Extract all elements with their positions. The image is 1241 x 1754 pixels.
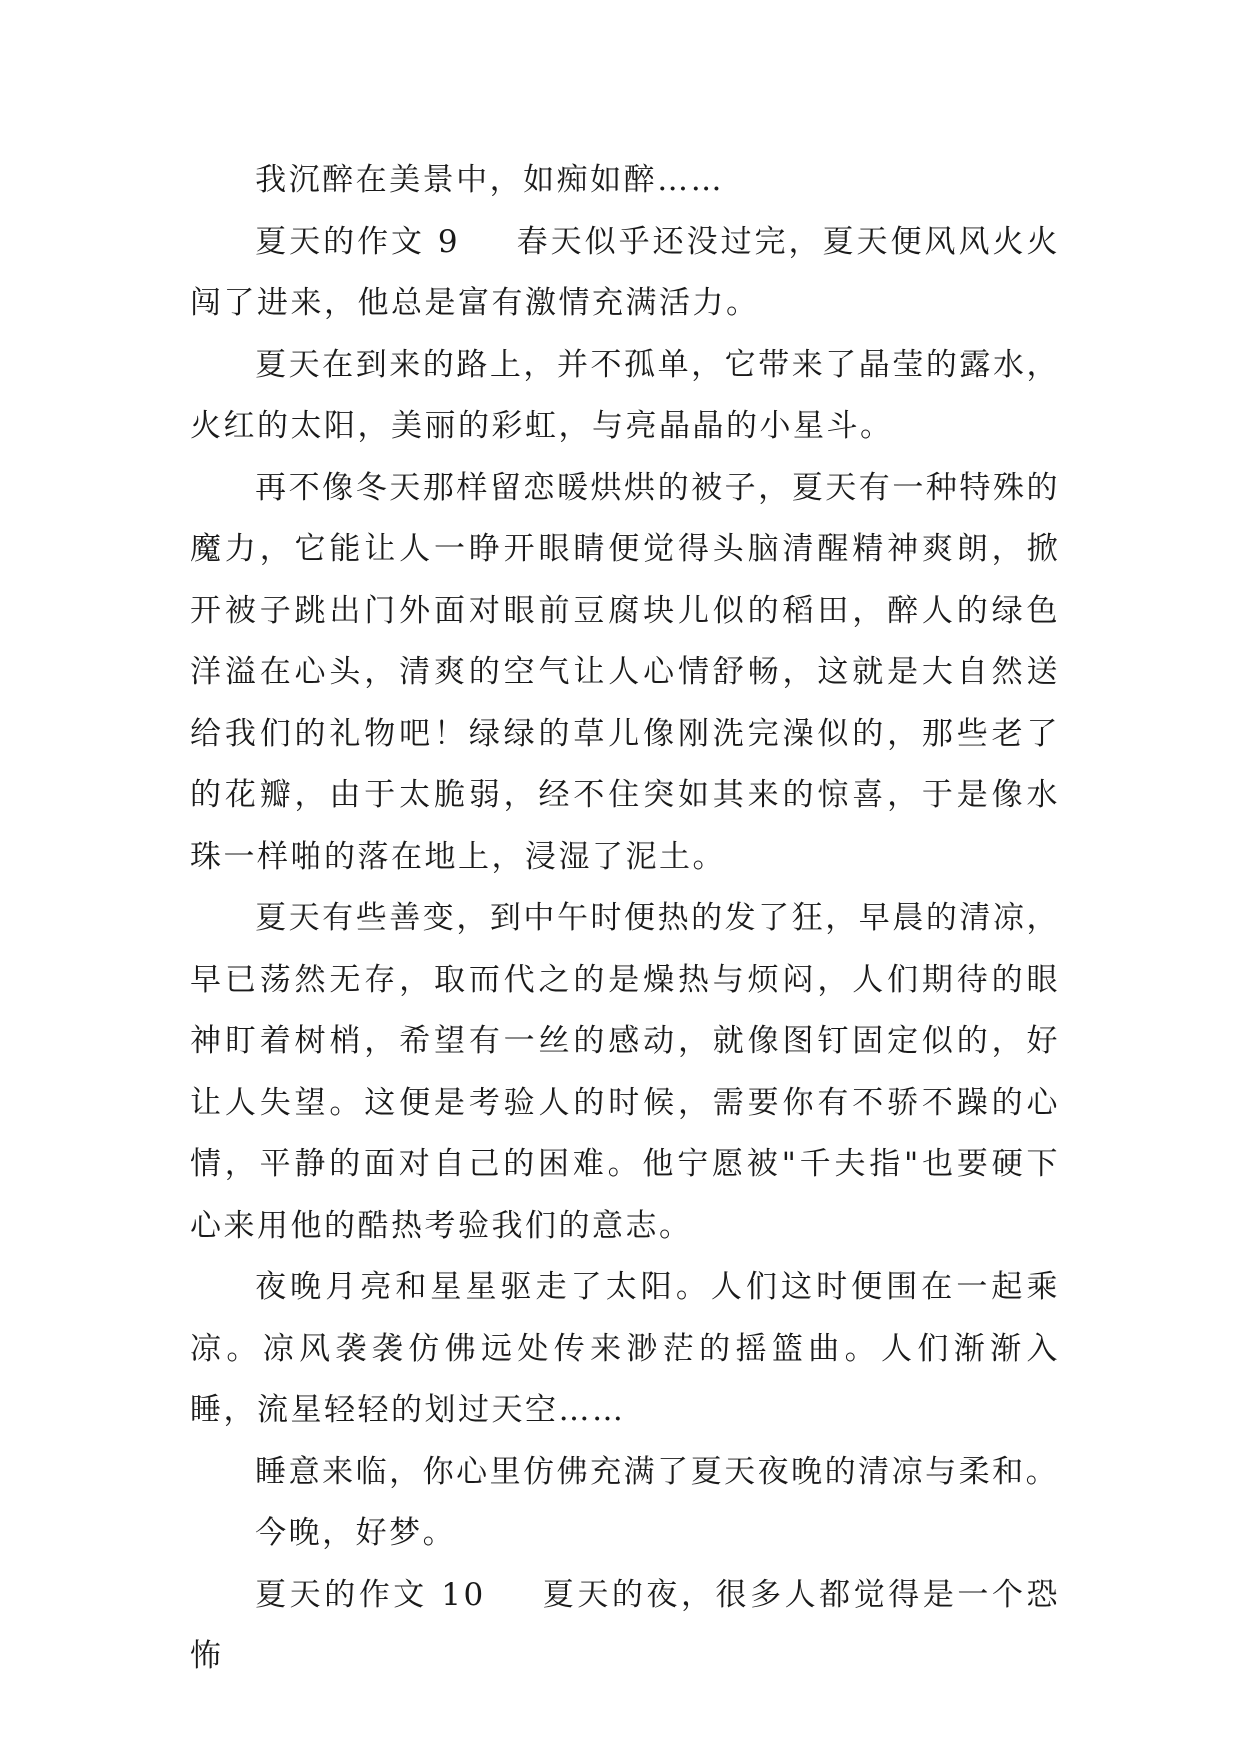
paragraph-summer-noon: 夏天有些善变，到中午时便热的发了狂，早晨的清凉，早已荡然无存，取而代之的是燥热与烦闷，人们期待的眼神盯着树梢，希望有一丝的感动，就像图钉固定似的，好让人失望。这便是考验人的时候，需要你有不骄不躁的心情，平静的面对自己的困难。他宁愿被"千夫指"也要硬下心来用他的酷热考验我们的意志。 (190, 900, 1060, 1244)
paragraph-essay-10-start (190, 1565, 1060, 1688)
paragraph-sleep: 睡意来临，你心里仿佛充满了夏天夜晚的清凉与柔和。 (255, 1453, 1060, 1490)
paragraph-essay-9-start (190, 212, 1060, 335)
paragraph-good-night: 今晚，好梦。 (255, 1515, 457, 1551)
essay-heading-10: 夏天的作文 10 (255, 1576, 486, 1613)
essay-10-opening: 夏天的夜，很多人都觉得是一个恐怖 (190, 1576, 1060, 1674)
document-body (190, 150, 1060, 1688)
essay-heading-9: 夏天的作文 9 (255, 223, 461, 260)
paragraph-summer-arrival: 夏天在到来的路上，并不孤单，它带来了晶莹的露水，火红的太阳，美丽的彩虹，与亮晶晶的小星斗。 (190, 346, 1060, 444)
paragraph-intro-ending: 我沉醉在美景中，如痴如醉…… (255, 162, 725, 198)
paragraph-summer-morning: 再不像冬天那样留恋暖烘烘的被子，夏天有一种特殊的魔力，它能让人一睁开眼睛便觉得头脑清醒精神爽朗，掀开被子跳出门外面对眼前豆腐块儿似的稻田，醉人的绿色洋溢在心头，清爽的空气让人心情舒畅，这就是大自然送给我们的礼物吧！绿绿的草儿像刚洗完澡似的，那些老了的花瓣，由于太脆弱，经不住突如其来的惊喜，于是像水珠一样啪的落在地上，浸湿了泥土。 (190, 469, 1060, 875)
paragraph-summer-night: 夜晚月亮和星星驱走了太阳。人们这时便围在一起乘凉。凉风袭袭仿佛远处传来渺茫的摇篮曲。人们渐渐入睡，流星轻轻的划过天空…… (190, 1269, 1060, 1428)
essay-9-opening: 春天似乎还没过完，夏天便风风火火闯了进来，他总是富有激情充满活力。 (190, 223, 1060, 321)
